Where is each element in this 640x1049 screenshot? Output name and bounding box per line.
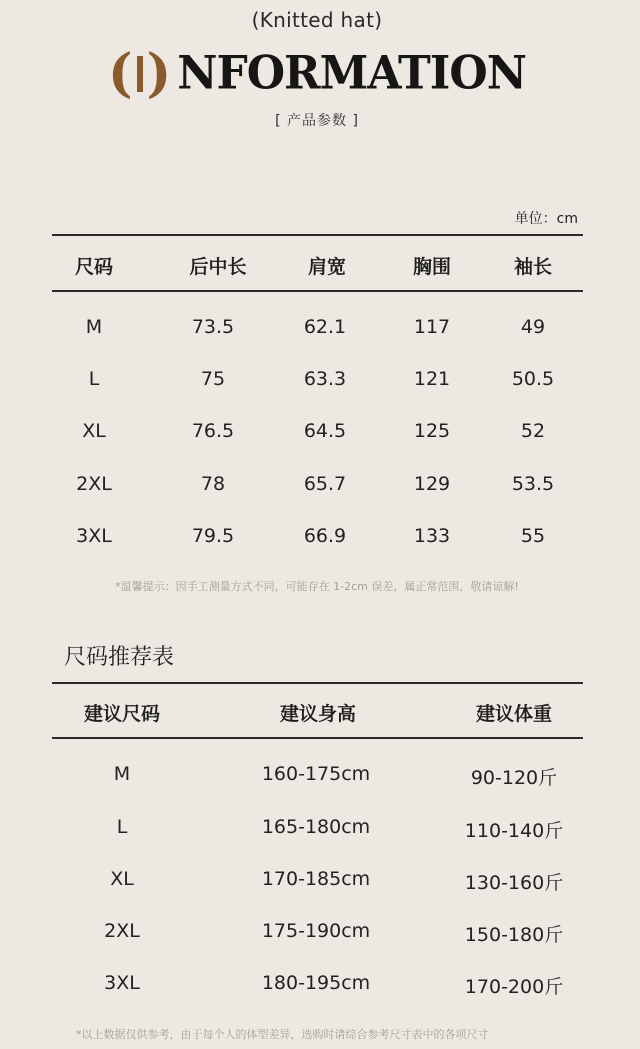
headline-word: NFORMATION <box>177 46 526 101</box>
recommend-table-top-rule <box>52 682 583 684</box>
shoulder-cell: 62.1 <box>303 316 347 338</box>
headline <box>0 43 634 104</box>
size-cell: M <box>113 763 131 785</box>
size-table-header-rule <box>52 290 583 292</box>
size-cell: 2XL <box>76 473 112 495</box>
measurement-note: *温馨提示：因手工测量方式不同，可能存在 1-2cm 误差，属正常范围，敬请谅解! <box>115 580 519 593</box>
back-length-cell: 76.5 <box>191 420 235 442</box>
size-table-header-cell: 肩宽 <box>307 256 347 278</box>
weight-cell: 90-120斤 <box>470 767 558 789</box>
chest-cell: 125 <box>413 420 451 442</box>
recommend-table-header-cell: 建议体重 <box>475 703 553 725</box>
size-cell: L <box>88 368 100 390</box>
headline-left-paren: ( <box>108 43 133 104</box>
size-cell: 2XL <box>104 920 140 942</box>
height-cell: 170-185cm <box>261 868 371 890</box>
chest-cell: 133 <box>413 525 451 547</box>
reference-note: *以上数据仅供参考，由于每个人的体型差异，选购时请综合参考尺寸表中的各项尺寸 <box>76 1028 489 1041</box>
back-length-cell: 73.5 <box>191 316 235 338</box>
shoulder-cell: 65.7 <box>303 473 347 495</box>
size-cell: 3XL <box>104 972 140 994</box>
recommend-table-title: 尺码推荐表 <box>64 645 175 670</box>
weight-cell: 150-180斤 <box>464 924 564 946</box>
product-subtitle-cn: [ 产品参数 ] <box>275 113 359 129</box>
size-cell: L <box>116 816 128 838</box>
size-table-header-cell: 后中长 <box>189 256 247 278</box>
sleeve-cell: 52 <box>520 420 546 442</box>
headline-right-paren: ) <box>146 43 172 104</box>
headline-bar-icon <box>137 56 143 92</box>
back-length-cell: 75 <box>200 368 226 390</box>
size-table-header-cell: 胸围 <box>412 256 452 278</box>
sleeve-cell: 53.5 <box>511 473 555 495</box>
height-cell: 165-180cm <box>261 816 371 838</box>
height-cell: 175-190cm <box>261 920 371 942</box>
unit-label: 单位：cm <box>514 211 578 227</box>
shoulder-cell: 63.3 <box>303 368 347 390</box>
sleeve-cell: 49 <box>520 316 546 338</box>
size-table-header-cell: 袖长 <box>513 256 553 278</box>
weight-cell: 170-200斤 <box>464 976 564 998</box>
back-length-cell: 79.5 <box>191 525 235 547</box>
chest-cell: 129 <box>413 473 451 495</box>
shoulder-cell: 66.9 <box>303 525 347 547</box>
chest-cell: 117 <box>413 316 451 338</box>
size-table-header-cell: 尺码 <box>74 256 114 278</box>
height-cell: 160-175cm <box>261 763 371 785</box>
sleeve-cell: 50.5 <box>511 368 555 390</box>
size-cell: XL <box>110 868 134 890</box>
shoulder-cell: 64.5 <box>303 420 347 442</box>
size-cell: M <box>85 316 103 338</box>
back-length-cell: 78 <box>200 473 226 495</box>
recommend-table-header-cell: 建议身高 <box>279 703 357 725</box>
weight-cell: 130-160斤 <box>464 872 564 894</box>
recommend-table-header-rule <box>52 737 583 739</box>
weight-cell: 110-140斤 <box>464 820 564 842</box>
size-cell: 3XL <box>76 525 112 547</box>
size-table-top-rule <box>52 234 583 236</box>
recommend-table-header-cell: 建议尺码 <box>83 703 161 725</box>
size-cell: XL <box>82 420 106 442</box>
sleeve-cell: 55 <box>520 525 546 547</box>
height-cell: 180-195cm <box>261 972 371 994</box>
chest-cell: 121 <box>413 368 451 390</box>
product-subtitle-en: (Knitted hat) <box>251 8 383 32</box>
